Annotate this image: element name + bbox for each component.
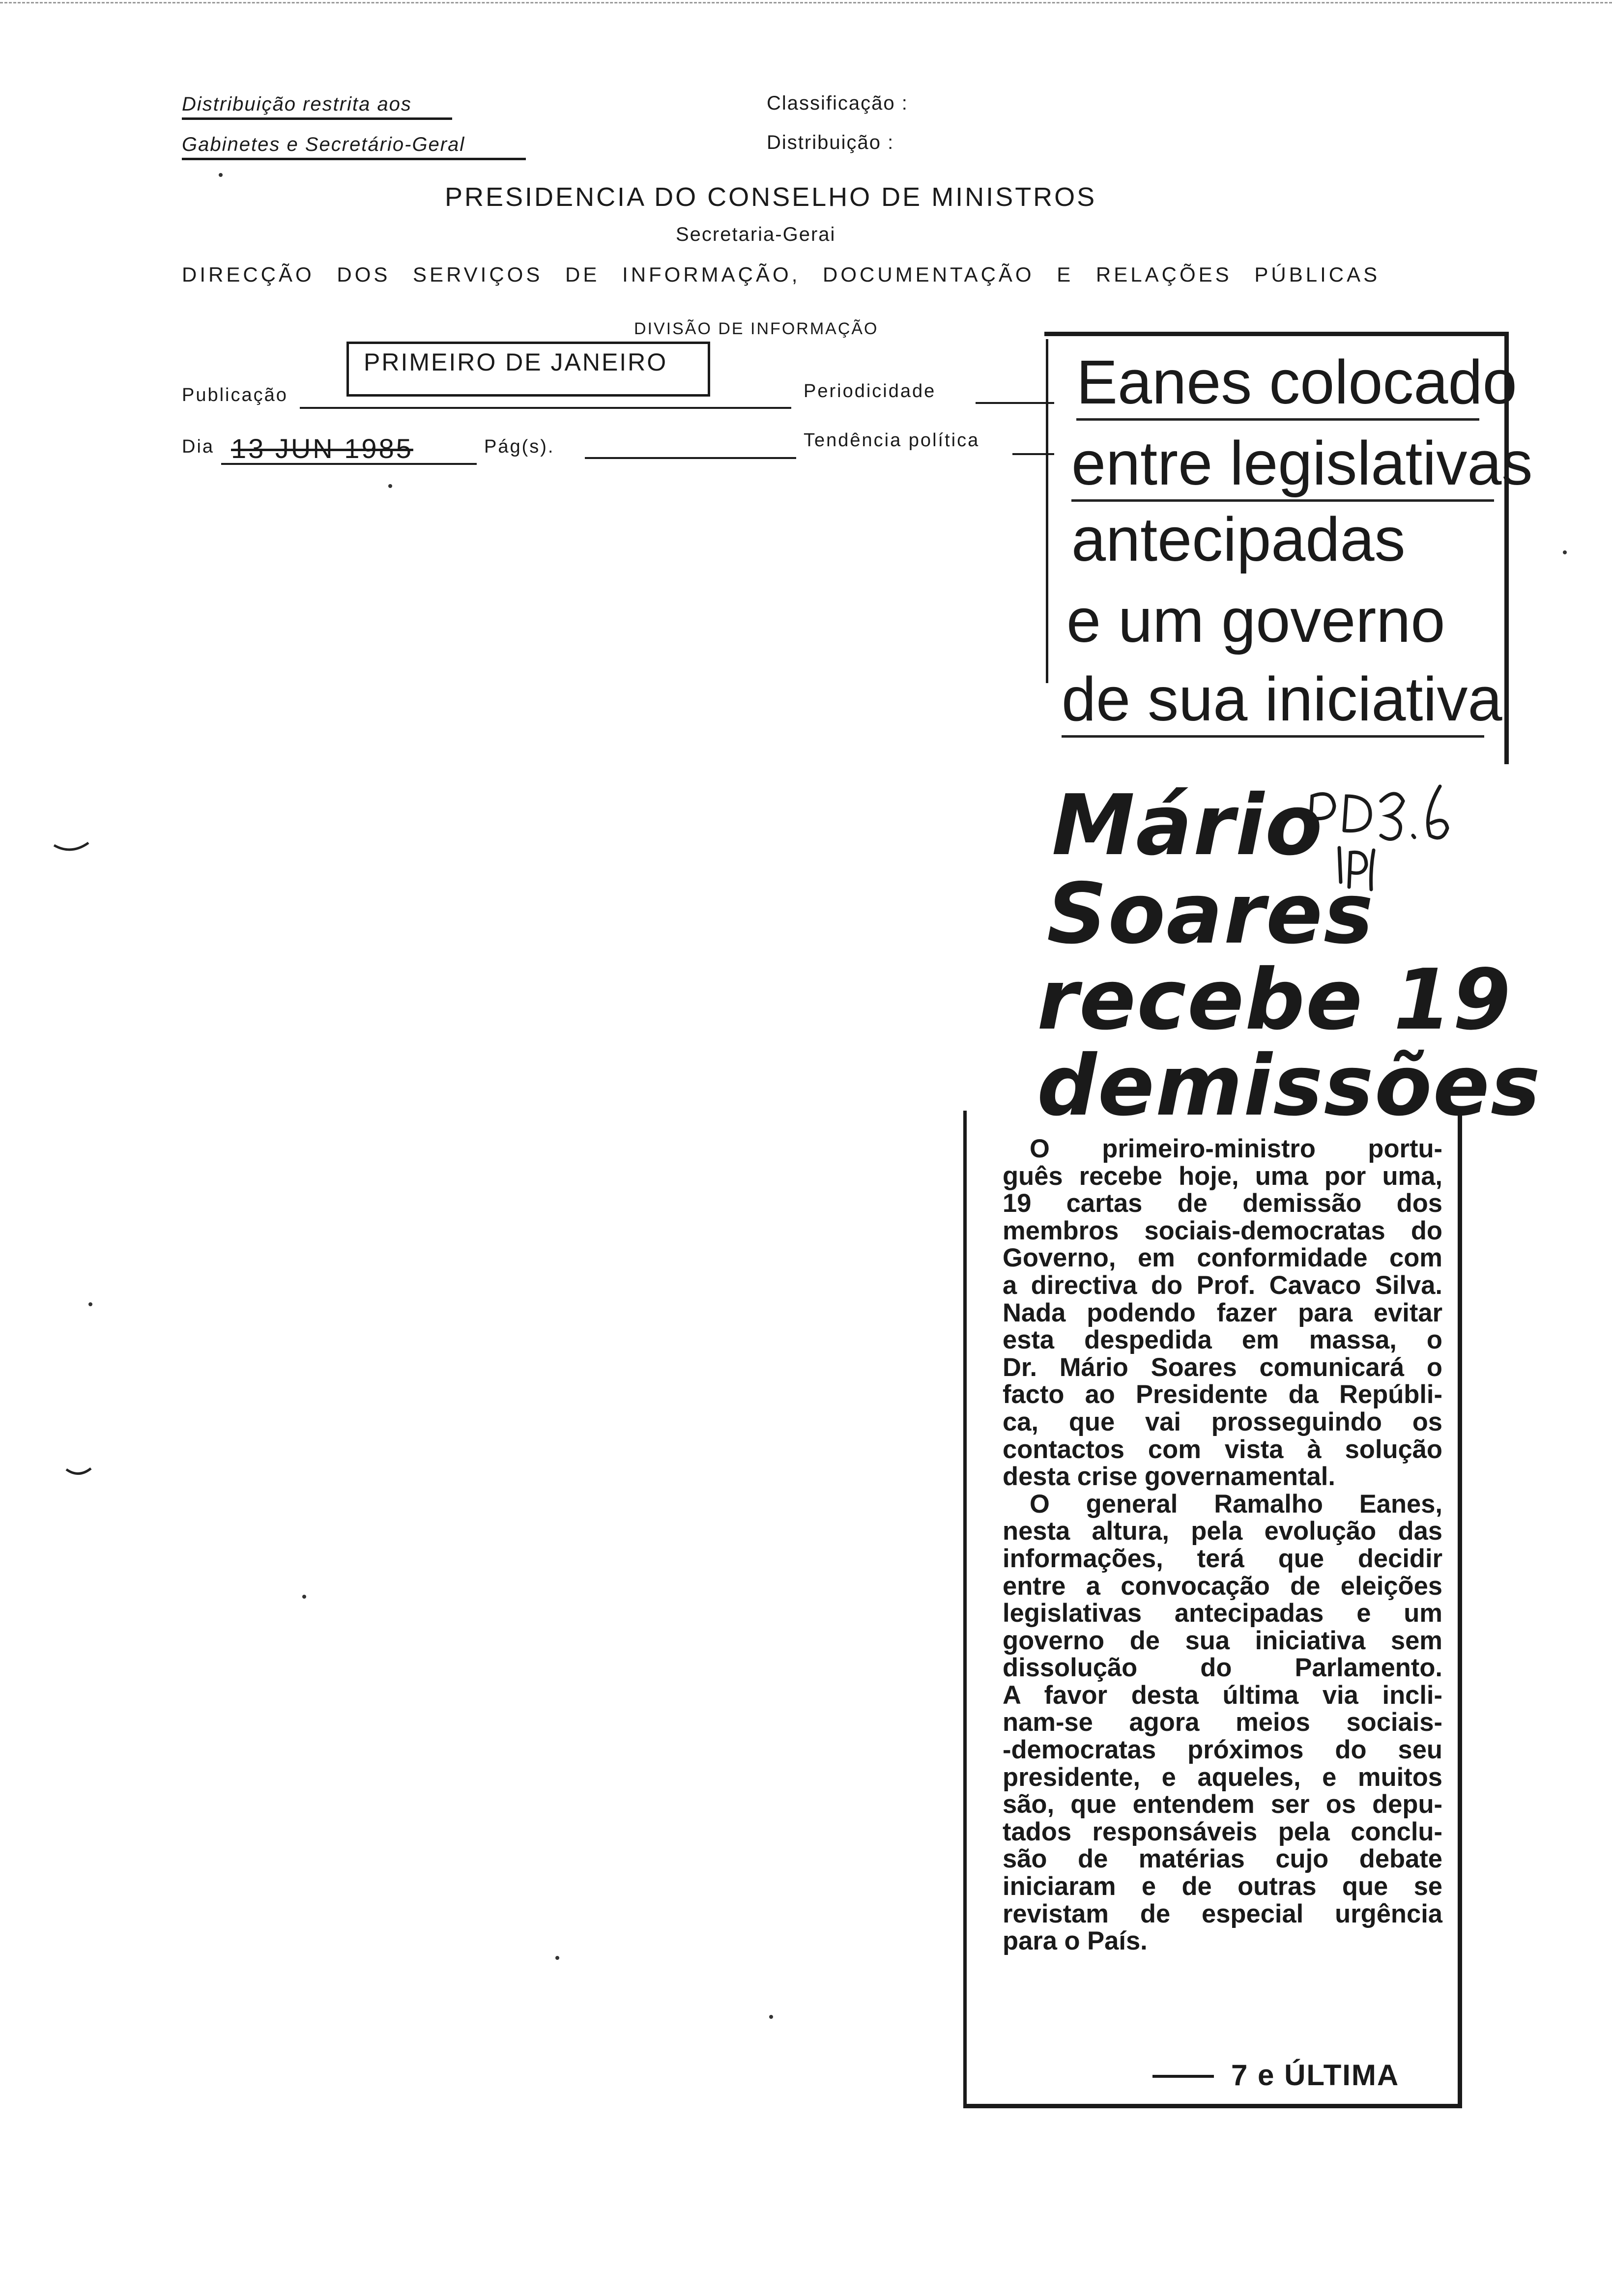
body-line: guês recebe hoje, uma por uma, bbox=[1003, 1161, 1442, 1191]
division-label: DIVISÃO DE INFORMAÇÃO bbox=[634, 319, 879, 338]
day-label: Dia bbox=[182, 436, 215, 457]
classification-label: Classificação : bbox=[767, 92, 908, 114]
publication-line bbox=[300, 407, 791, 409]
directorate-line: DIRECÇÃO DOS SERVIÇOS DE INFORMAÇÃO, DOCUMENTAÇÃO E RELAÇÕES PÚBLICAS bbox=[182, 263, 1381, 286]
kicker-line-5: de sua iniciativa bbox=[1062, 668, 1484, 738]
body-line: para o País. bbox=[1003, 1926, 1148, 1956]
date-stamp: 13 JUN 1985 bbox=[231, 433, 413, 464]
scan-edge bbox=[0, 2, 1612, 3]
political-tendency-label: Tendência política bbox=[804, 430, 980, 451]
handwritten-note-icon bbox=[1297, 767, 1465, 914]
body-line: A favor desta última via incli- bbox=[1003, 1680, 1442, 1710]
body-line: O primeiro-ministro portu- bbox=[1030, 1134, 1442, 1163]
margin-mark-icon bbox=[64, 1464, 93, 1479]
kicker-line-4: e um governo bbox=[1066, 586, 1445, 655]
speck bbox=[302, 1595, 306, 1599]
body-line: -democratas próximos do seu bbox=[1003, 1735, 1442, 1765]
distribution-line-1: Distribuição restrita aos bbox=[182, 93, 452, 120]
body-line: governo de sua iniciativa sem bbox=[1003, 1626, 1442, 1655]
speck bbox=[88, 1302, 92, 1306]
speck bbox=[219, 173, 223, 177]
body-line: esta despedida em massa, o bbox=[1003, 1325, 1442, 1355]
article-body bbox=[1003, 1135, 1442, 1955]
periodicity-line bbox=[976, 402, 1054, 404]
body-line: legislativas antecipadas e um bbox=[1003, 1599, 1442, 1628]
pages-label: Pág(s). bbox=[484, 436, 555, 457]
kicker-line-2: entre legislativas bbox=[1071, 432, 1494, 502]
speck bbox=[769, 2015, 773, 2019]
headline-line-1: Mário bbox=[1052, 777, 1324, 874]
headline-line-4: demissões bbox=[1037, 1037, 1542, 1135]
body-line: a directiva do Prof. Cavaco Silva. bbox=[1003, 1270, 1442, 1300]
body-line: 19 cartas de demissão dos bbox=[1003, 1189, 1442, 1218]
body-line: são de matérias cujo debate bbox=[1003, 1844, 1442, 1874]
body-line: Dr. Mário Soares comunicará o bbox=[1003, 1352, 1442, 1382]
body-line: Nada podendo fazer para evitar bbox=[1003, 1298, 1442, 1327]
body-line: desta crise governamental. bbox=[1003, 1462, 1335, 1492]
headline-line-3: recebe 19 bbox=[1037, 951, 1512, 1049]
institution-title: PRESIDENCIA DO CONSELHO DE MINISTROS bbox=[445, 182, 1097, 212]
day-line bbox=[221, 463, 477, 465]
body-line: contactos com vista à solução bbox=[1003, 1435, 1442, 1464]
distribution-line-2: Gabinetes e Secretário-Geral bbox=[182, 134, 526, 160]
periodicity-label: Periodicidade bbox=[804, 381, 936, 402]
distribution-label: Distribuição : bbox=[767, 132, 894, 153]
pages-line bbox=[585, 457, 796, 459]
secretariat-label: Secretaria-Gerai bbox=[676, 224, 836, 245]
publication-label: Publicação bbox=[182, 385, 288, 405]
body-line: Governo, em conformidade com bbox=[1003, 1243, 1442, 1273]
publication-stamp: PRIMEIRO DE JANEIRO bbox=[346, 342, 710, 397]
body-line: iniciaram e de outras que se bbox=[1003, 1872, 1442, 1901]
kicker-left-border bbox=[1046, 339, 1048, 683]
body-line: nesta altura, pela evolução das bbox=[1003, 1517, 1442, 1546]
body-line: nam-se agora meios sociais- bbox=[1003, 1708, 1442, 1737]
body-line: ca, que vai prosseguindo os bbox=[1003, 1407, 1442, 1436]
kicker-line-1: Eanes colocado bbox=[1076, 351, 1479, 421]
speck bbox=[1563, 550, 1567, 554]
margin-mark-icon bbox=[52, 840, 91, 855]
body-line: presidente, e aqueles, e muitos bbox=[1003, 1762, 1442, 1792]
body-line: são, que entendem ser os depu- bbox=[1003, 1790, 1442, 1819]
kicker-line-3: antecipadas bbox=[1071, 505, 1406, 574]
body-line: tados responsáveis pela conclu- bbox=[1003, 1817, 1442, 1846]
body-line: dissolução do Parlamento. bbox=[1003, 1653, 1442, 1683]
body-line: facto ao Presidente da Repúbli- bbox=[1003, 1380, 1442, 1409]
speck bbox=[388, 484, 392, 488]
headline-line-2: Soares bbox=[1047, 865, 1375, 963]
body-line: revistam de especial urgência bbox=[1003, 1899, 1442, 1928]
body-line: membros sociais-democratas do bbox=[1003, 1216, 1442, 1245]
body-line: entre a convocação de eleições bbox=[1003, 1571, 1442, 1601]
body-line: informações, terá que decidir bbox=[1003, 1544, 1442, 1573]
body-line: O general Ramalho Eanes, bbox=[1030, 1489, 1442, 1519]
continuation-dash bbox=[1152, 2075, 1214, 2078]
continuation-reference: 7 e ÚLTIMA bbox=[1231, 2059, 1400, 2092]
speck bbox=[555, 1956, 559, 1960]
